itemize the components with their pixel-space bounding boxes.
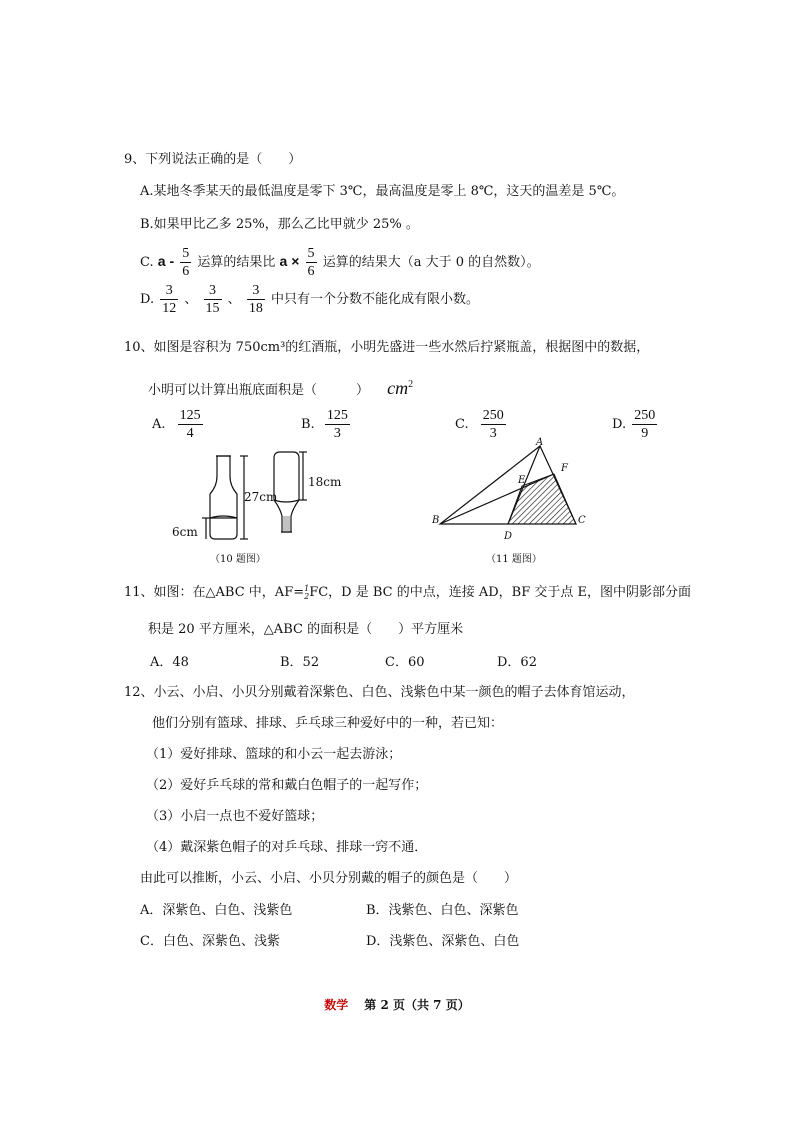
triangle-figure	[430, 436, 630, 536]
q10-b-label: B.	[301, 417, 315, 432]
q10-d-frac: $\frac{250}{9}$	[634, 408, 656, 441]
q9-d-label: D.	[140, 292, 155, 307]
q11-option-a: A．48	[150, 655, 189, 670]
q10-b-frac: $\frac{125}{3}$	[326, 408, 348, 441]
q11-option-d: D．62	[497, 655, 537, 670]
footer-subject: 数学	[324, 998, 349, 1012]
fig11-label-d: D	[504, 531, 513, 542]
q9-d-tail: 中只有一个分数不能化成有限小数。	[270, 292, 479, 307]
q9-d-sep1: 、	[184, 292, 198, 307]
fig11-label-b: B	[432, 515, 440, 526]
q9-d-frac2: $\frac{3}{15}$	[205, 283, 220, 316]
q9-c-a1: a -	[157, 253, 175, 269]
q9-c-a2: a ×	[279, 253, 300, 269]
q12-question: 由此可以推断，小云、小启、小贝分别戴的帽子的颜色是（ ）	[140, 871, 518, 886]
q9-c-label: C.	[140, 255, 154, 270]
q9-c-frac1: $\frac{5}{6}$	[182, 246, 190, 279]
q12-condition-1: （1）爱好排球、篮球的和小云一起去游泳；	[146, 747, 402, 762]
q12-option-b: B．浅紫色、白色、深紫色	[366, 903, 519, 918]
fig11-label-f: F	[561, 463, 568, 474]
page-footer	[0, 996, 794, 1013]
q11-stem-line2: 积是 20 平方厘米，△ABC 的面积是（ ）平方厘米	[148, 622, 464, 637]
q9-c-tail: 运算的结果大（a 大于 0 的自然数）。	[322, 255, 540, 270]
q10-stem-line1: 10、如图是容积为 750cm³的红酒瓶，小明先盛进一些水然后拧紧瓶盖，根据图中的数据，	[124, 340, 650, 355]
q11-option-b: B．52	[280, 655, 320, 670]
fig10-caption: （10 题图）	[210, 554, 266, 565]
fig11-label-e: E	[518, 475, 526, 486]
q9-c-frac2: $\frac{5}{6}$	[307, 246, 315, 279]
q10-unit: $cm^2$	[387, 378, 414, 398]
fig10-label-27cm: 27cm	[244, 490, 278, 504]
footer-page-number: 第 2 页（共 7 页）	[364, 998, 470, 1012]
q12-line1: 12、小云、小启、小贝分别戴着深紫色、白色、浅紫色中某一颜色的帽子去体育馆运动，	[124, 685, 635, 700]
q9-option-c	[140, 241, 540, 283]
q10-d-label: D.	[612, 417, 627, 432]
q11-option-c: C．60	[385, 655, 425, 670]
q9-d-frac1: $\frac{3}{12}$	[162, 283, 177, 316]
q9-d-frac3: $\frac{3}{18}$	[248, 283, 263, 316]
q9-c-mid: 运算的结果比	[197, 255, 276, 270]
q11-stem-post: FC，D 是 BC 的中点，连接 AD，BF 交于点 E，图中阴影部分面	[309, 585, 692, 600]
fig10-label-18cm: 18cm	[308, 475, 342, 489]
q10-c-label: C.	[455, 417, 469, 432]
upright-bottle	[210, 456, 237, 539]
q11-stem-line1	[124, 584, 691, 602]
q12-option-d: D．浅紫色、深紫色、白色	[366, 934, 520, 949]
q10-stem-line2	[148, 372, 413, 404]
q12-option-a: A．深紫色、白色、浅紫色	[140, 903, 293, 918]
q10-c-frac: $\frac{250}{3}$	[482, 408, 504, 441]
q10-stem-text: 小明可以计算出瓶底面积是（ ）	[148, 383, 370, 398]
q11-stem-pre: 11、如图：在△ABC 中，AF=	[124, 585, 305, 600]
q9-stem: 9、下列说法正确的是（ ）	[124, 152, 302, 167]
q10-option-a	[152, 405, 205, 445]
q9-option-b: B.如果甲比乙多 25%，那么乙比甲就少 25% 。	[140, 217, 419, 232]
fig11-label-a: A	[536, 437, 544, 448]
q12-condition-2: （2）爱好乒乓球的常和戴白色帽子的一起写作；	[146, 778, 428, 793]
fig11-caption: （11 题图）	[486, 554, 542, 565]
q12-line2: 他们分别有篮球、排球、乒乓球三种爱好中的一种，若已知：	[152, 716, 504, 731]
q12-condition-3: （3）小启一点也不爱好篮球；	[146, 809, 324, 824]
fig10-label-6cm: 6cm	[172, 525, 198, 539]
q12-condition-4: （4）戴深紫色帽子的对乒乓球、排球一窍不通．	[146, 840, 428, 855]
q9-d-sep2: 、	[227, 292, 241, 307]
q10-a-frac: $\frac{125}{4}$	[179, 408, 201, 441]
q9-option-a: A.某地冬季某天的最低温度是零下 3℃，最高温度是零上 8℃，这天的温差是 5℃。	[140, 184, 625, 199]
q9-option-d	[140, 280, 479, 320]
q10-option-b	[301, 405, 352, 445]
fig11-label-c: C	[578, 515, 586, 526]
q11-frac: 1 2	[304, 583, 310, 601]
q10-a-label: A.	[152, 417, 166, 432]
q12-option-c: C．白色、深紫色、浅紫	[140, 934, 280, 949]
